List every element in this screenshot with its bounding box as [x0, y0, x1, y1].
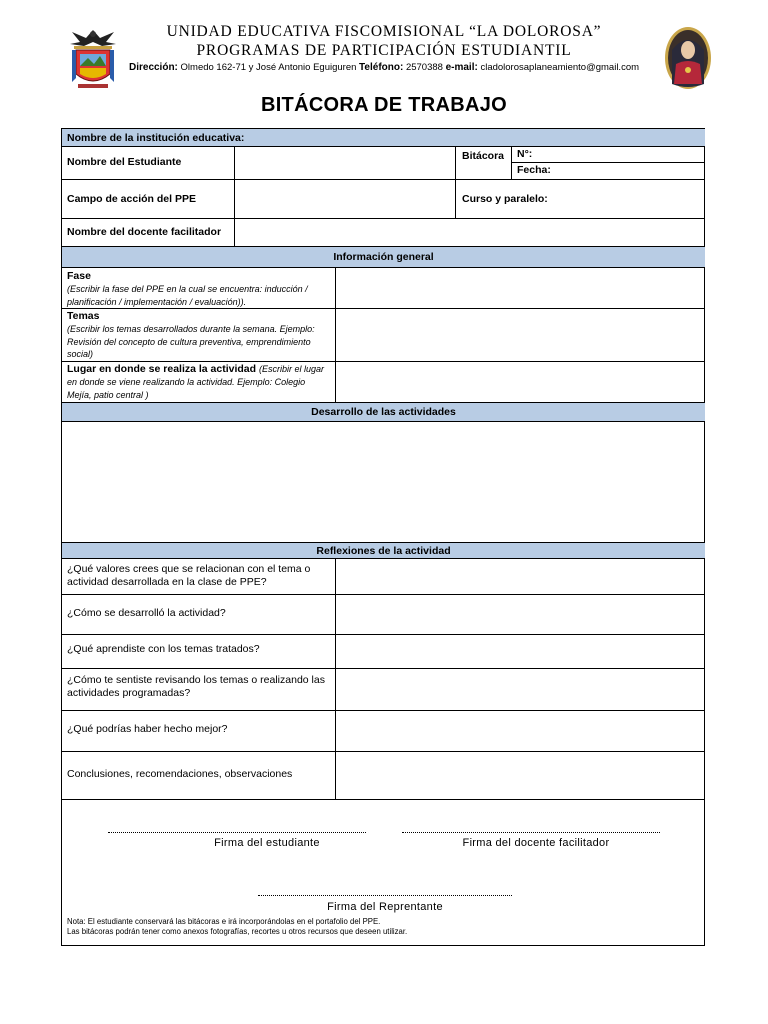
- teacher-signature-line[interactable]: [402, 832, 660, 833]
- bitacora-number-label: N°:: [517, 148, 533, 160]
- field-of-action-label: Campo de acción del PPE: [67, 193, 196, 205]
- school-name: UNIDAD EDUCATIVA FISCOMISIONAL “LA DOLOROSA”: [166, 23, 602, 40]
- note-line-2: Las bitácoras podrán tener como anexos fotografías, recortes u otros recursos que deseen utilizar.: [67, 927, 408, 936]
- contact-line: [0, 62, 768, 73]
- place-hint: (Escribir el lugar en donde se viene realizando la actividad. Ejemplo: Colegio Mejía, patio central ): [67, 364, 325, 400]
- reflection-answer-development[interactable]: [336, 595, 704, 633]
- reflection-answer-values[interactable]: [336, 560, 704, 594]
- student-signature-line[interactable]: [108, 832, 366, 833]
- email-value: cladolorosaplaneamiento@gmail.com: [480, 62, 640, 73]
- phase-field[interactable]: [336, 269, 704, 308]
- program-name: PROGRAMAS DE PARTICIPACIÓN ESTUDIANTIL: [196, 42, 572, 59]
- general-info-heading: Información general: [333, 251, 434, 263]
- reflection-answer-improve[interactable]: [336, 711, 704, 750]
- email-label: e-mail:: [445, 62, 478, 73]
- institution-label: Nombre de la institución educativa:: [67, 132, 245, 144]
- reflection-question-feelings: ¿Cómo te sentiste revisando los temas o realizando las actividades programadas?: [67, 674, 325, 699]
- address-label: Dirección:: [128, 62, 178, 73]
- representative-signature-line[interactable]: [258, 895, 512, 896]
- reflection-question-values: ¿Qué valores crees que se relacionan con el tema o actividad desarrollada en la clase de PPE?: [67, 563, 311, 588]
- reflection-question-conclusions: Conclusiones, recomendaciones, observaciones: [67, 768, 293, 780]
- teacher-signature-label: Firma del docente facilitador: [462, 837, 610, 849]
- phase-hint: (Escribir la fase del PPE en la cual se encuentra: inducción / planificación / implementación / evaluación)).: [67, 284, 308, 307]
- place-field[interactable]: [336, 362, 704, 401]
- topics-label: Temas: [67, 310, 100, 322]
- reflections-heading: Reflexiones de la actividad: [316, 545, 451, 557]
- representative-signature-label: Firma del Reprentante: [327, 901, 443, 913]
- institution-band: [62, 128, 705, 147]
- reflection-answer-feelings[interactable]: [336, 669, 704, 709]
- phase-label: Fase: [67, 270, 91, 282]
- reflection-answer-learned[interactable]: [336, 635, 704, 667]
- note-line-1: Nota: El estudiante conservará las bitácoras e irá incorporándolas en el portafolio del PPE.: [67, 917, 381, 926]
- place-cell: [67, 363, 329, 402]
- bitacora-date-label: Fecha:: [517, 164, 551, 176]
- course-label: Curso y paralelo:: [462, 193, 548, 205]
- topics-hint: (Escribir los temas desarrollados durante la semana. Ejemplo: Revisión del concepto de cultura preventiva, emprendimiento social): [67, 324, 315, 359]
- phase-cell: [67, 270, 329, 308]
- document-title: BITÁCORA DE TRABAJO: [260, 94, 508, 116]
- bitacora-label: Bitácora: [462, 150, 505, 162]
- student-signature-label: Firma del estudiante: [214, 837, 320, 849]
- general-info-band: [62, 246, 705, 268]
- topics-cell: [67, 310, 329, 361]
- address-value: Olmedo 162-71 y José Antonio Eguiguren: [180, 62, 357, 73]
- student-name-label: Nombre del Estudiante: [67, 156, 182, 168]
- phone-value: 2570388: [405, 62, 443, 73]
- student-name-field[interactable]: [235, 148, 454, 178]
- reflections-band: [62, 542, 705, 559]
- teacher-name-field[interactable]: [235, 219, 704, 245]
- reflection-answer-conclusions[interactable]: [336, 752, 704, 798]
- reflection-question-improve: ¿Qué podrías haber hecho mejor?: [67, 723, 228, 735]
- activities-heading: Desarrollo de las actividades: [311, 406, 456, 418]
- reflection-question-learned: ¿Qué aprendiste con los temas tratados?: [67, 643, 260, 655]
- topics-field[interactable]: [336, 309, 704, 361]
- reflection-question-development: ¿Cómo se desarrolló la actividad?: [67, 607, 226, 619]
- field-of-action-field[interactable]: [235, 180, 454, 217]
- activities-field[interactable]: [62, 423, 705, 541]
- activities-band: [62, 402, 705, 422]
- place-label: Lugar en donde se realiza la actividad: [67, 363, 257, 375]
- phone-label: Teléfono:: [359, 62, 404, 73]
- teacher-name-label: Nombre del docente facilitador: [67, 226, 222, 238]
